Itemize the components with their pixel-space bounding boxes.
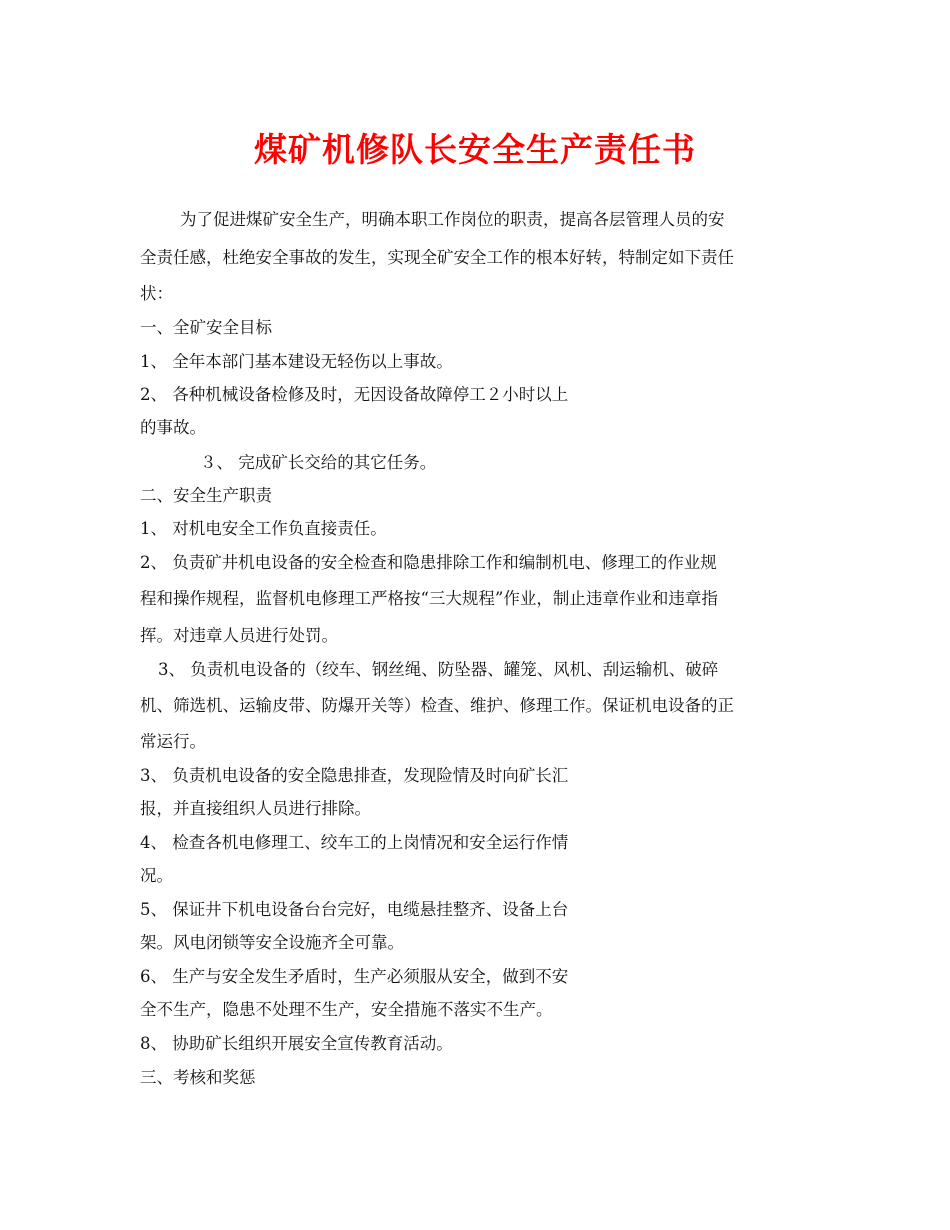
section-3-heading: 三、考核和奖惩 <box>140 1068 256 1087</box>
intro-line-3: 状： <box>140 284 173 303</box>
section-2-item-3a-line-3: 常运行。 <box>140 732 206 751</box>
section-2-item-2-line-1: 2、 负责矿井机电设备的安全检查和隐患排除工作和编制机电、修理工的作业规 <box>140 553 717 572</box>
section-2-item-4-line-2: 况。 <box>140 866 173 885</box>
intro-line-1: 为了促进煤矿安全生产，明确本职工作岗位的职责，提高各层管理人员的安 <box>180 210 725 229</box>
section-1-heading: 一、全矿安全目标 <box>140 318 272 337</box>
section-1-item-2-line-2: 的事故。 <box>140 418 206 437</box>
section-2-item-5-line-1: 5、 保证井下机电设备台台完好，电缆悬挂整齐、设备上台 <box>140 900 569 919</box>
section-2-item-2-line-3: 挥。对违章人员进行处罚。 <box>140 626 338 645</box>
section-2-heading: 二、安全生产职责 <box>140 486 272 505</box>
section-2-item-1: 1、 对机电安全工作负直接责任。 <box>140 519 387 538</box>
section-2-item-3a-line-1: 3、 负责机电设备的（绞车、钢丝绳、防坠器、罐笼、风机、刮运输机、破碎 <box>158 660 719 679</box>
section-1-item-3: ３、 完成矿长交给的其它任务。 <box>200 453 437 472</box>
section-2-item-4-line-1: 4、 检查各机电修理工、绞车工的上岗情况和安全运行作情 <box>140 833 569 852</box>
section-1-item-1: 1、 全年本部门基本建设无轻伤以上事故。 <box>140 352 453 371</box>
section-2-item-6-line-2: 全不生产，隐患不处理不生产，安全措施不落实不生产。 <box>140 1000 553 1019</box>
section-2-item-3a-line-2: 机、筛选机、运输皮带、防爆开关等）检查、维护、修理工作。保证机电设备的正 <box>140 696 734 715</box>
section-1-item-2-line-1: 2、 各种机械设备检修及时，无因设备故障停工２小时以上 <box>140 385 569 404</box>
section-2-item-3b-line-1: 3、 负责机电设备的安全隐患排查，发现险情及时向矿长汇 <box>140 766 569 785</box>
section-2-item-5-line-2: 架。风电闭锁等安全设施齐全可靠。 <box>140 933 404 952</box>
section-2-item-6-line-1: 6、 生产与安全发生矛盾时，生产必须服从安全，做到不安 <box>140 967 569 986</box>
section-2-item-8: 8、 协助矿长组织开展安全宣传教育活动。 <box>140 1034 453 1053</box>
section-2-item-3b-line-2: 报，并直接组织人员进行排除。 <box>140 799 371 818</box>
section-2-item-2-line-2: 程和操作规程，监督机电修理工严格按“三大规程”作业，制止违章作业和违章指 <box>140 589 718 608</box>
document-title: 煤矿机修队长安全生产责任书 <box>254 130 696 169</box>
intro-line-2: 全责任感，杜绝安全事故的发生，实现全矿安全工作的根本好转，特制定如下责任 <box>140 248 734 267</box>
